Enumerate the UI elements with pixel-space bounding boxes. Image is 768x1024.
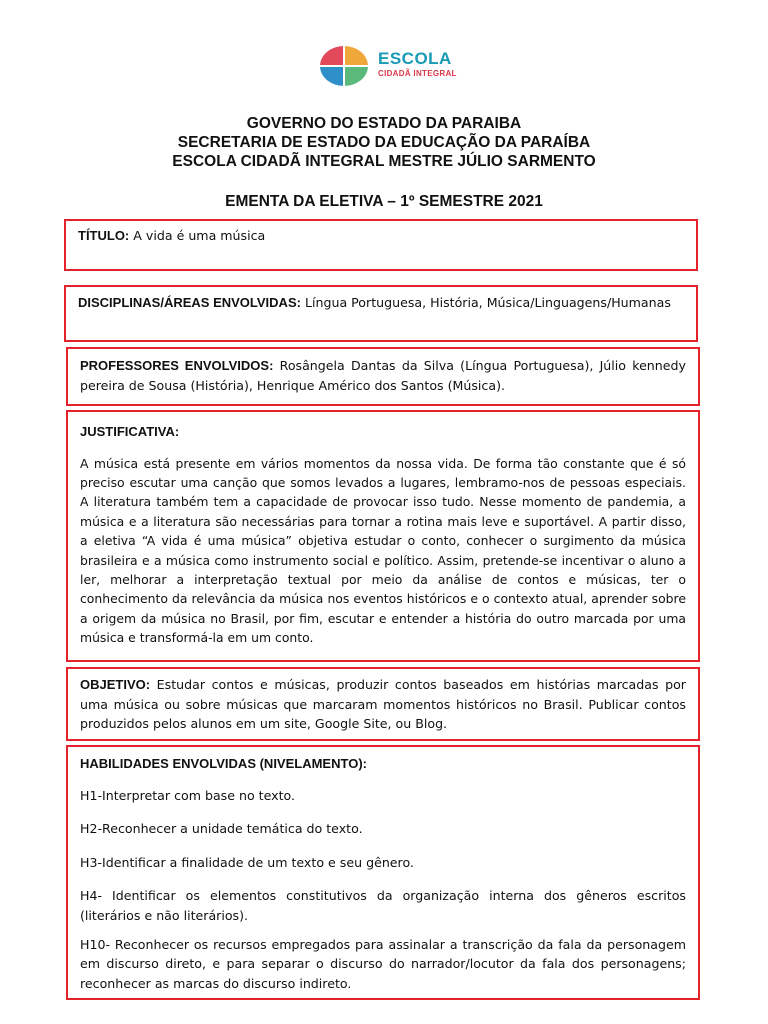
habilidade-item: H1-Interpretar com base no texto. [80, 787, 296, 803]
titulo-label: TÍTULO: [78, 228, 130, 243]
habilidades-box [66, 745, 700, 1000]
logo-title: ESCOLA [378, 49, 452, 68]
header-line-3: ESCOLA CIDADÃ INTEGRAL MESTRE JÚLIO SARMENTO [172, 153, 596, 170]
habilidades-label: HABILIDADES ENVOLVIDAS (NIVELAMENTO): [80, 756, 367, 771]
disciplinas-box [64, 285, 698, 342]
professores-label: PROFESSORES ENVOLVIDOS: [80, 358, 274, 373]
header-line-1: GOVERNO DO ESTADO DA PARAIBA [246, 115, 522, 132]
disciplinas-label: DISCIPLINAS/ÁREAS ENVOLVIDAS: [78, 295, 301, 310]
logo-circle-icon [318, 44, 372, 88]
titulo-value: A vida é uma música [133, 228, 266, 243]
titulo-box [64, 219, 698, 271]
disciplinas-value: Língua Portuguesa, História, Música/Linguagens/Humanas [304, 295, 671, 310]
habilidade-item: H2-Reconhecer a unidade temática do texto. [80, 821, 363, 837]
habilidade-item: H3-Identificar a finalidade de um texto e seu gênero. [80, 854, 414, 870]
objetivo-value: Estudar contos e músicas, produzir contos baseados em histórias marcadas por uma música ou sobre músicas que marcaram momentos históricos no Brasil. Publicar contos produzidos pelos alunos em um site, Google Site, ou Blog. [80, 677, 686, 732]
professores-box [66, 347, 700, 406]
justificativa-label: JUSTIFICATIVA: [80, 424, 180, 439]
justificativa-text: A música está presente em vários momentos da nossa vida. De forma tão constante que é só preciso escutar uma canção que somos levados a lugares, lembramo-nos de pessoas especiais. A literatura também tem a capacidade de provocar isso tudo. Nesse momento de pandemia, a música e a literatura são necessárias para tornar a rotina mais leve e suportável. A partir disso, a eletiva “A vida é uma música” objetiva estudar o conto, conhecer o surgimento da música brasileira e a música como instrumento social e político. Assim, pretende-se incentivar o aluno a ler, melhorar a interpretação textual por meio da análise de contos e músicas, ter o conhecimento da relevância da música nos eventos históricos e o contexto atual, aprender sobre a origem da música no Brasil, por fim, escutar e entender a história do outro marcada por uma música e transformá-la em um conto. [80, 455, 686, 646]
school-logo [318, 44, 458, 88]
header-line-2: SECRETARIA DE ESTADO DA EDUCAÇÃO DA PARAÍBA [177, 134, 591, 151]
ementa-title: EMENTA DA ELETIVA – 1º SEMESTRE 2021 [225, 193, 543, 210]
habilidade-item: H4- Identificar os elementos constitutivos da organização interna dos gêneros escritos (literários e não literários). [80, 888, 686, 923]
professores-value: Rosângela Dantas da Silva (Língua Portuguesa), Júlio kennedy pereira de Sousa (História), Henrique Américo dos Santos (Música). [80, 358, 686, 393]
objetivo-label: OBJETIVO: [80, 677, 151, 692]
document-header [0, 114, 768, 171]
habilidade-item: H10- Reconhecer os recursos empregados para assinalar a transcrição da fala da personagem em discurso direto, e para separar o discurso do narrador/locutor da fala dos personagens; reconhecer as marcas do discurso indireto. [80, 936, 686, 991]
logo-subtitle: CIDADÃ INTEGRAL [378, 69, 457, 78]
justificativa-box [66, 410, 700, 662]
objetivo-box [66, 667, 700, 741]
